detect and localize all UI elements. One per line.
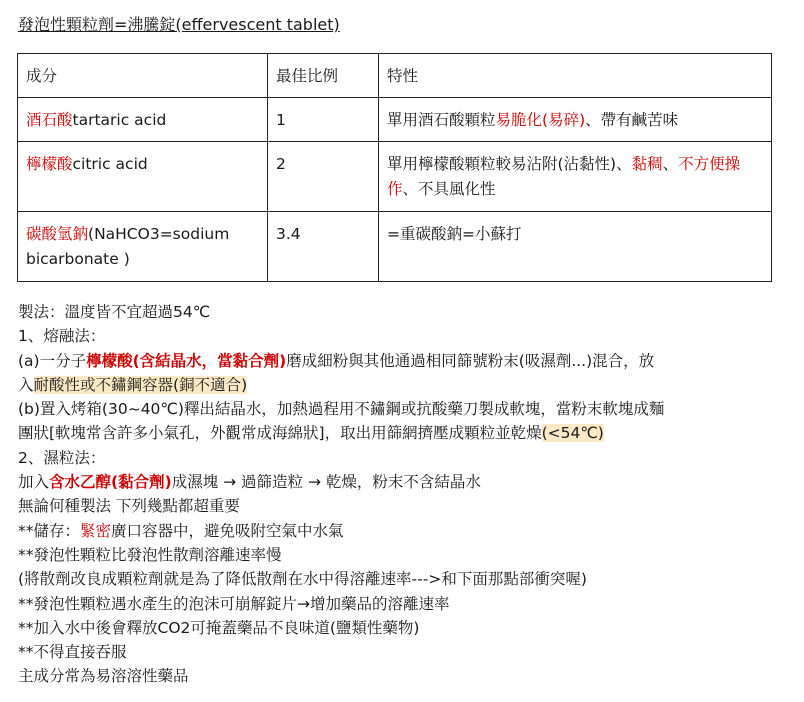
ingredient-cell bbox=[18, 212, 268, 282]
text-segment: 、不具風化性 bbox=[402, 180, 496, 198]
ingredient-name: 檸檬酸 bbox=[26, 155, 73, 173]
text-segment: =重碳酸鈉=小蘇打 bbox=[387, 225, 522, 243]
text-segment: **加入水中後會釋放CO2可掩蓋藥品不良味道(鹽類性藥物) bbox=[18, 618, 420, 637]
text-segment: 易脆化(易碎) bbox=[495, 111, 586, 129]
text-segment: 成濕塊 → 過篩造粒 → 乾燥，粉末不含結晶水 bbox=[171, 473, 481, 492]
text-segment: 團狀[軟塊常含許多小氣孔，外觀常成海綿狀]，取出用篩網擠壓成顆粒並乾燥 bbox=[18, 424, 542, 443]
text-line bbox=[18, 640, 794, 664]
text-segment: 、 bbox=[662, 155, 679, 173]
text-line bbox=[18, 494, 794, 518]
table-row bbox=[18, 142, 772, 212]
table-header-row bbox=[18, 54, 772, 98]
text-segment: **發泡性顆粒遇水產生的泡沫可崩解錠片→增加藥品的溶離速率 bbox=[18, 594, 450, 613]
text-segment: 耐酸性或不鏽鋼容器(銅不適合) bbox=[33, 375, 248, 394]
ratio-cell: 2 bbox=[268, 142, 379, 212]
text-line bbox=[18, 567, 794, 591]
ingredient-name: 碳酸氫鈉 bbox=[26, 225, 89, 243]
text-line bbox=[18, 324, 794, 348]
ingredient-english: citric acid bbox=[72, 155, 148, 173]
text-segment: 含水乙醇(黏合劑) bbox=[49, 473, 172, 492]
text-segment: 磨成細粉與其他通過相同篩號粉末(吸濕劑...)混合，放 bbox=[286, 351, 655, 370]
text-line bbox=[18, 616, 794, 640]
table-row bbox=[18, 98, 772, 142]
property-cell bbox=[379, 98, 772, 142]
text-segment: 單用酒石酸顆粒 bbox=[387, 111, 496, 129]
property-cell bbox=[379, 142, 772, 212]
text-segment: 製法：溫度皆不宜超過54℃ bbox=[18, 303, 211, 321]
text-segment: **不得直接吞服 bbox=[18, 643, 127, 662]
text-segment: **儲存： bbox=[18, 521, 81, 540]
header-ratio: 最佳比例 bbox=[268, 54, 379, 98]
property-cell bbox=[379, 212, 772, 282]
text-segment: 黏稠 bbox=[631, 155, 663, 173]
ingredient-english: tartaric acid bbox=[72, 111, 167, 129]
text-segment: 不方便操作 bbox=[387, 155, 741, 198]
text-segment: 加入 bbox=[18, 473, 50, 492]
header-property: 特性 bbox=[379, 54, 772, 98]
text-segment: (b)置入烤箱(30~40℃)釋出結晶水，加熱過程用不鏽鋼或抗酸藥刀製成軟塊，當粉末軟塊成麵 bbox=[18, 400, 665, 419]
table-row bbox=[18, 212, 772, 282]
text-segment: (a)一分子 bbox=[18, 351, 87, 370]
text-segment: 1、熔融法： bbox=[18, 327, 106, 346]
header-ingredient: 成分 bbox=[18, 54, 268, 98]
text-segment: (<54℃) bbox=[541, 424, 604, 443]
text-line bbox=[18, 349, 794, 373]
text-line bbox=[18, 373, 794, 397]
ingredient-name: 酒石酸 bbox=[26, 111, 73, 129]
text-line bbox=[18, 543, 794, 567]
text-line bbox=[18, 592, 794, 616]
text-line bbox=[18, 470, 794, 494]
ingredient-english: (NaHCO3=sodium bicarbonate ) bbox=[26, 225, 230, 268]
text-segment: 無論何種製法 下列幾點都超重要 bbox=[18, 497, 240, 516]
text-line bbox=[18, 300, 794, 324]
text-line bbox=[18, 397, 794, 421]
text-line bbox=[18, 664, 794, 688]
text-segment: 、帶有鹹苦味 bbox=[585, 111, 679, 129]
text-segment: 廣口容器中，避免吸附空氣中水氣 bbox=[111, 521, 344, 540]
method-notes bbox=[18, 300, 794, 689]
ingredient-cell bbox=[18, 98, 268, 142]
text-segment: 緊密 bbox=[80, 521, 112, 540]
text-segment: (將散劑改良成顆粒劑就是為了降低散劑在水中得溶離速率--->和下面那點部衝突喔) bbox=[18, 570, 587, 589]
text-line bbox=[18, 519, 794, 543]
ratio-cell: 3.4 bbox=[268, 212, 379, 282]
text-segment: 2、濕粒法： bbox=[18, 448, 106, 467]
text-segment: 入 bbox=[18, 375, 34, 394]
text-line bbox=[18, 421, 794, 445]
text-segment: 檸檬酸(含結晶水，當黏合劑) bbox=[86, 351, 287, 370]
text-line bbox=[18, 446, 794, 470]
text-segment: 主成分常為易溶溶性藥品 bbox=[18, 667, 189, 686]
ratio-cell: 1 bbox=[268, 98, 379, 142]
text-segment: **發泡性顆粒比發泡性散劑溶離速率慢 bbox=[18, 545, 282, 564]
ingredients-table bbox=[17, 53, 772, 282]
text-segment: 單用檸檬酸顆粒較易沾附(沾黏性)、 bbox=[387, 155, 632, 173]
ingredient-cell bbox=[18, 142, 268, 212]
page-title: 發泡性顆粒劑=沸騰錠(effervescent tablet) bbox=[18, 15, 340, 34]
